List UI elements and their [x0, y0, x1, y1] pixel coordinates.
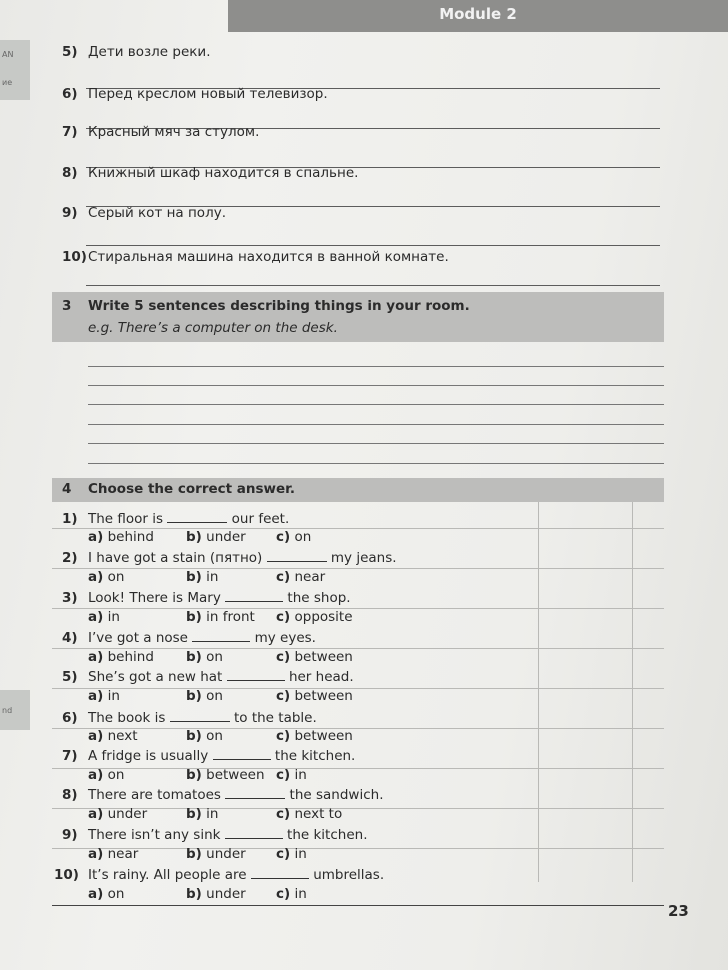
question-text-after: to the table. [233, 710, 317, 726]
left-margin-tab [0, 690, 30, 730]
translation-item [62, 205, 226, 221]
option-a[interactable]: a) behind [88, 649, 154, 665]
question-text-before: I’ve got a nose [88, 630, 188, 646]
answer-blank[interactable] [225, 826, 283, 839]
item-number: 7) [62, 124, 78, 140]
translation-item [62, 165, 358, 181]
item-text: Красный мяч за стулом. [88, 124, 260, 140]
footer-rule [52, 905, 664, 906]
question-text-after: umbrellas. [313, 867, 385, 883]
answer-blank[interactable] [227, 668, 285, 681]
writing-line[interactable] [88, 463, 664, 464]
writing-line[interactable] [88, 385, 664, 386]
option-a[interactable]: a) on [88, 767, 125, 783]
section-4-title [62, 481, 295, 497]
module-header-band [228, 0, 728, 32]
option-c[interactable]: c) next to [276, 806, 343, 822]
answer-blank[interactable] [225, 589, 283, 602]
question-text-after: her head. [288, 669, 354, 685]
options-row [88, 688, 368, 706]
question-number: 4) [62, 630, 78, 646]
question-text-before: It’s rainy. All people are [88, 867, 247, 883]
option-c[interactable]: c) opposite [276, 609, 353, 625]
question-text-before: She’s got a new hat [88, 669, 223, 685]
question [62, 747, 355, 764]
margin-fragment: ие [2, 78, 13, 87]
page-number: 23 [668, 902, 689, 920]
question-text-after: our feet. [231, 511, 290, 527]
answer-blank[interactable] [167, 510, 227, 523]
item-number: 6) [62, 86, 78, 102]
section-number: 4 [62, 481, 72, 497]
option-b[interactable]: b) on [186, 728, 223, 744]
option-c[interactable]: c) on [276, 529, 312, 545]
question [62, 589, 351, 606]
left-margin-tab [0, 40, 30, 100]
answer-blank[interactable] [213, 747, 271, 760]
option-c[interactable]: c) in [276, 767, 307, 783]
options-row [88, 846, 368, 864]
question [54, 866, 384, 883]
answer-blank[interactable] [170, 709, 230, 722]
option-a[interactable]: a) behind [88, 529, 154, 545]
translation-item [62, 124, 259, 140]
option-a[interactable]: a) on [88, 886, 125, 902]
options-row [88, 609, 368, 627]
options-row [88, 529, 348, 547]
answer-blank[interactable] [251, 866, 309, 879]
option-b[interactable]: b) on [186, 688, 223, 704]
options-row [88, 649, 368, 667]
question [62, 826, 368, 843]
answer-blank[interactable] [192, 629, 250, 642]
question [62, 709, 317, 726]
option-a[interactable]: a) near [88, 846, 139, 862]
option-a[interactable]: a) under [88, 806, 148, 822]
item-text: Книжный шкаф находится в спальне. [88, 165, 359, 181]
section-3-example: e.g. There’s a computer on the desk. [88, 320, 338, 336]
option-c[interactable]: c) in [276, 886, 307, 902]
question-number: 5) [62, 669, 78, 685]
question-text-before: A fridge is usually [88, 748, 209, 764]
option-a[interactable]: a) in [88, 609, 120, 625]
option-c[interactable]: c) between [276, 728, 353, 744]
option-a[interactable]: a) in [88, 688, 120, 704]
option-c[interactable]: c) near [276, 569, 326, 585]
translation-item [62, 249, 449, 265]
item-text: Серый кот на полу. [88, 205, 226, 221]
question-text-after: my eyes. [254, 630, 316, 646]
question-text-before: I have got a stain (пятно) [88, 550, 263, 566]
question [62, 786, 384, 803]
question-text-before: The book is [88, 710, 166, 726]
option-b[interactable]: b) under [186, 886, 246, 902]
item-text: Дети возле реки. [88, 44, 211, 60]
option-b[interactable]: b) in [186, 806, 219, 822]
option-b[interactable]: b) under [186, 846, 246, 862]
grid-divider [632, 502, 633, 882]
question-number: 3) [62, 590, 78, 606]
option-a[interactable]: a) next [88, 728, 138, 744]
answer-blank[interactable] [225, 786, 285, 799]
options-row [88, 806, 368, 824]
question [62, 629, 316, 646]
writing-line[interactable] [88, 424, 664, 425]
item-number: 8) [62, 165, 78, 181]
margin-fragment: nd [2, 706, 13, 715]
answer-line[interactable] [86, 285, 660, 286]
options-row [88, 886, 368, 904]
question-number: 7) [62, 748, 78, 764]
question-number: 6) [62, 710, 78, 726]
item-text: Перед креслом новый телевизор. [88, 86, 328, 102]
question-text-before: Look! There is Mary [88, 590, 221, 606]
option-b[interactable]: b) in [186, 569, 219, 585]
item-number: 5) [62, 44, 78, 60]
writing-line[interactable] [88, 366, 664, 367]
option-b[interactable]: b) on [186, 649, 223, 665]
question-text-after: the sandwich. [289, 787, 384, 803]
item-text: Стиральная машина находится в ванной комнате. [88, 249, 449, 265]
grid-divider [538, 502, 539, 882]
question-text-before: There are tomatoes [88, 787, 221, 803]
section-instruction: Choose the correct answer. [88, 481, 296, 497]
option-a[interactable]: a) on [88, 569, 125, 585]
question-text-before: The floor is [88, 511, 164, 527]
question-text-after: my jeans. [330, 550, 397, 566]
question-text-after: the shop. [287, 590, 351, 606]
question [62, 668, 354, 685]
section-instruction: Write 5 sentences describing things in your room. [88, 298, 470, 314]
item-number: 9) [62, 205, 78, 221]
margin-fragment: AN [2, 50, 14, 59]
writing-line[interactable] [88, 443, 664, 444]
section-3-title [62, 298, 470, 314]
question [62, 549, 397, 566]
question-number: 1) [62, 511, 78, 527]
question-text-before: There isn’t any sink [88, 827, 221, 843]
option-b[interactable]: b) in front [186, 609, 255, 625]
options-row [88, 569, 348, 587]
question-text-after: the kitchen. [287, 827, 368, 843]
option-c[interactable]: c) in [276, 846, 307, 862]
question-text-after: the kitchen. [274, 748, 356, 764]
options-row [88, 728, 368, 746]
item-number: 10) [62, 249, 87, 265]
option-b[interactable]: b) under [186, 529, 246, 545]
section-number: 3 [62, 298, 72, 314]
translation-item [62, 44, 211, 60]
module-title: Module 2 [439, 5, 517, 23]
question-number: 8) [62, 787, 78, 803]
question-number: 2) [62, 550, 78, 566]
question [62, 510, 289, 527]
translation-item [62, 86, 328, 102]
answer-line[interactable] [86, 245, 660, 246]
question-number: 9) [62, 827, 78, 843]
writing-line[interactable] [88, 404, 664, 405]
question-number: 10) [54, 867, 79, 883]
option-b[interactable]: b) between [186, 767, 265, 783]
options-row [88, 767, 368, 785]
option-c[interactable]: c) between [276, 688, 353, 704]
option-c[interactable]: c) between [276, 649, 353, 665]
answer-blank[interactable] [267, 549, 327, 562]
